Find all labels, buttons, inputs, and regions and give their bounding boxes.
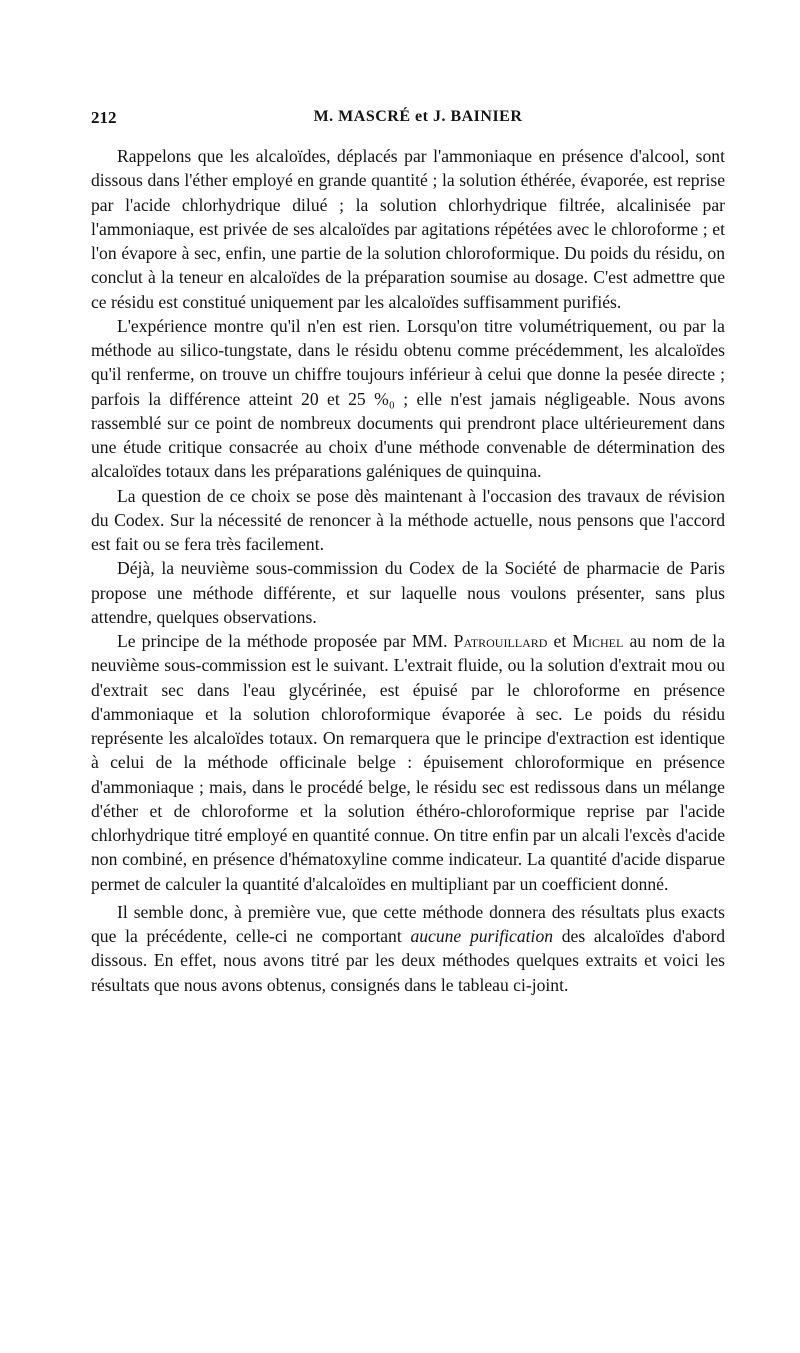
paragraph-6-text-after: des alcaloïdes d'abord dissous. En effet, nous avons titré par les deux méthodes quelques extraits et voici les résultats que nous avons obtenus, consignés dans le tableau ci-joint. bbox=[91, 926, 725, 995]
paragraph-2: L'expérience montre qu'il n'en est rien. Lorsqu'on titre volumétriquement, ou par la méthode au silico-tungstate, dans le résidu obtenu comme précédemment, les alcaloïdes qu'il renferme, on trouve un chiffre toujours inférieur à celui que donne la pesée directe ; parfois la différence atteint 20 et 25 %₀ ; elle n'est jamais négligeable. Nous avons rassemblé sur ce point de nombreux documents qui prendront place ultérieurement dans une étude critique consacrée au choix d'une méthode convenable de détermination des alcaloïdes totaux dans les préparations galéniques de quinquina. bbox=[91, 315, 725, 482]
running-head: M. MASCRÉ et J. BAINIER bbox=[313, 108, 523, 125]
italic-phrase: aucune purification bbox=[410, 926, 554, 946]
paragraph-4: Déjà, la neuvième sous-commission du Codex de la Société de pharmacie de Paris propose une méthode différente, et sur laquelle nous voulons présenter, sans plus attendre, quelques observations. bbox=[91, 558, 725, 627]
paragraph-5-text-after: au nom de la neuvième sous-commission est le suivant. L'extrait fluide, ou la solution d'extrait mou ou d'extrait sec dans l'eau glycérinée, est épuisé par le chloroforme en présence d'ammoniaque et la solution chloroformique évaporée à sec. Le poids du résidu représente les alcaloïdes totaux. On remarquera que le principe d'extraction est identique à celui de la méthode officinale belge : épuisement chloroformique en présence d'ammoniaque ; mais, dans le procédé belge, le résidu sec est redissous dans un mélange d'éther et de chloroforme et la solution éthéro-chloroformique reprise par l'acide chlorhydrique titré employé en quantité connue. On titre enfin par un alcali l'excès d'acide non combiné, en présence d'hématoxyline comme indicateur. La quantité d'acide disparue permet de calculer la quantité d'alcaloïdes en multipliant par un coefficient donné. bbox=[91, 631, 726, 894]
paragraph-3: La question de ce choix se pose dès maintenant à l'occasion des travaux de révision du Codex. Sur la nécessité de renoncer à la méthode actuelle, nous pensons que l'accord est fait ou se fera très facilement. bbox=[91, 485, 725, 554]
body-text bbox=[91, 144, 725, 997]
paragraph-6-text-before: Il semble donc, à première vue, que cette méthode donnera des résultats plus exacts que la précédente, celle-ci ne comportant bbox=[91, 901, 725, 946]
author-connector: et bbox=[547, 631, 573, 651]
paragraph-6 bbox=[91, 900, 725, 997]
author-name-patrouillard: Patrouillard bbox=[453, 631, 548, 651]
paragraph-5 bbox=[91, 629, 725, 896]
author-name-michel: Michel bbox=[572, 631, 624, 651]
page-header bbox=[91, 108, 725, 132]
page-number: 212 bbox=[91, 108, 117, 127]
paragraph-5-text-before: Le principe de la méthode proposée par MM. bbox=[117, 631, 454, 651]
paragraph-1: Rappelons que les alcaloïdes, déplacés par l'ammoniaque en présence d'alcool, sont dissous dans l'éther employé en grande quantité ; la solution éthérée, évaporée, est reprise par l'acide chlorhydrique dilué ; la solution chlorhydrique filtrée, alcalinisée par l'ammoniaque, est privée de ses alcaloïdes par agitations répétées avec le chloroforme ; et l'on évapore à sec, enfin, une partie de la solution chloroformique. Du poids du résidu, on conclut à la teneur en alcaloïdes de la préparation soumise au dosage. C'est admettre que ce résidu est constitué uniquement par les alcaloïdes suffisamment purifiés. bbox=[91, 146, 725, 312]
